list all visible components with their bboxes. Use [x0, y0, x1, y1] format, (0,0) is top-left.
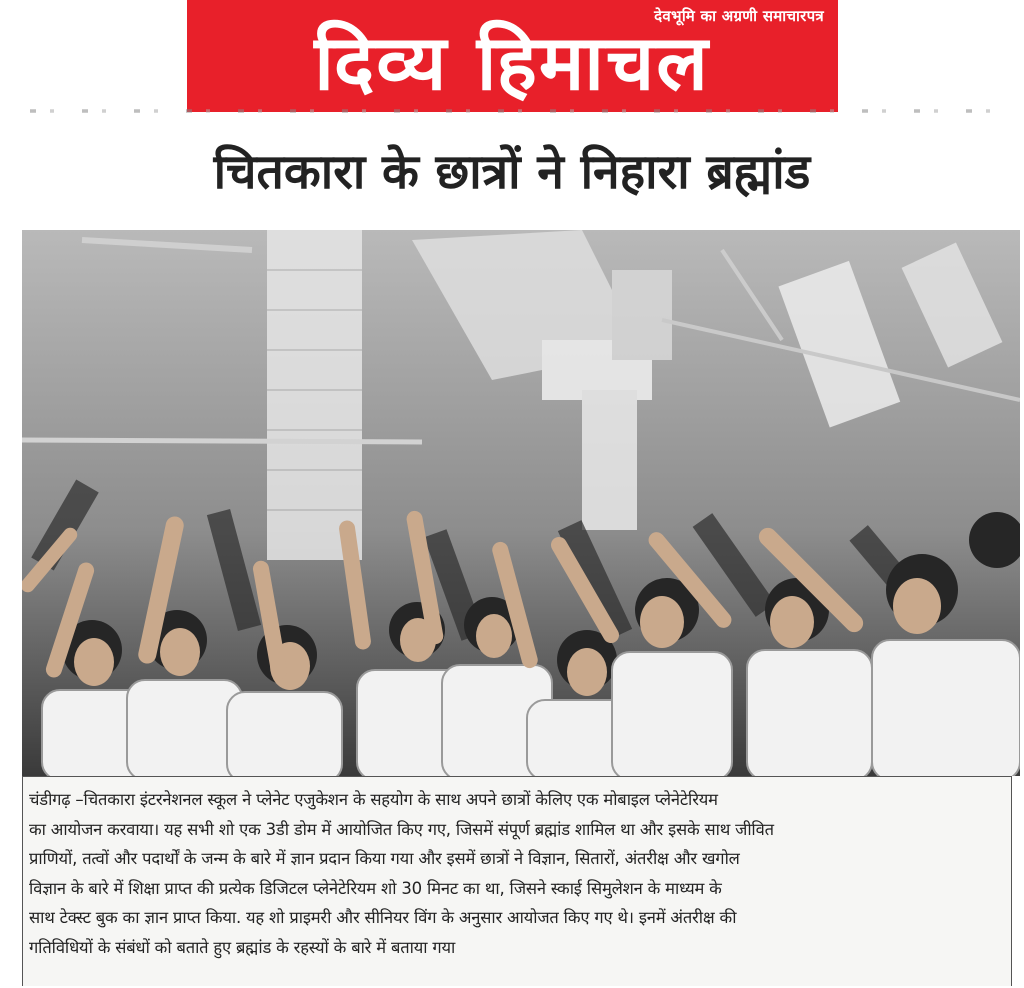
planetarium-students-illustration	[22, 230, 1020, 776]
masthead-tagline: देवभूमि का अग्रणी समाचारपत्र	[654, 7, 824, 25]
masthead-brand-name: दिव्य हिमाचल	[314, 18, 710, 107]
article-line: प्राणियों, तत्वों और पदार्थों के जन्म के बारे में ज्ञान प्रदान किया गया और इसमें छात्रों ने विज्ञान, सितारों, अंतरीक्ष और खगोल	[29, 849, 740, 868]
newspaper-masthead	[187, 0, 838, 112]
article-line: गतिविधियों के संबंधों को बताते हुए ब्रह्मांड के रहस्यों के बारे में बताया गया	[29, 937, 456, 957]
article-headline: चितकारा के छात्रों ने निहारा ब्रह्मांड	[213, 144, 811, 200]
article-line: साथ टेक्स्ट बुक का ज्ञान प्राप्त किया. यह शो प्राइमरी और सीनियर विंग के अनुसार आयोजत किए गए थे। इनमें अंतरीक्ष की	[29, 908, 737, 927]
article-line: विज्ञान के बारे में शिक्षा प्राप्त की प्रत्येक डिजिटल प्लेनेटेरियम शो 30 मिनट का था, जिसने स्काई सिमुलेशन के माध्यम के	[29, 878, 722, 898]
clipped-text-line	[30, 109, 1000, 113]
news-photo-planetarium	[22, 230, 1020, 776]
article-line: का आयोजन करवाया। यह सभी शो एक 3डी डोम में आयोजित किए गए, जिसमें संपूर्ण ब्रह्मांड शामिल था और इसके साथ जीवित	[29, 819, 774, 839]
article-line: चंडीगढ़ –चितकारा इंटरनेशनल स्कूल ने प्लेनेट एजुकेशन के सहयोग के साथ अपने छात्रों केलिए एक मोबाइल प्लेनेटेरियम	[29, 790, 718, 809]
article-body	[22, 776, 1012, 986]
